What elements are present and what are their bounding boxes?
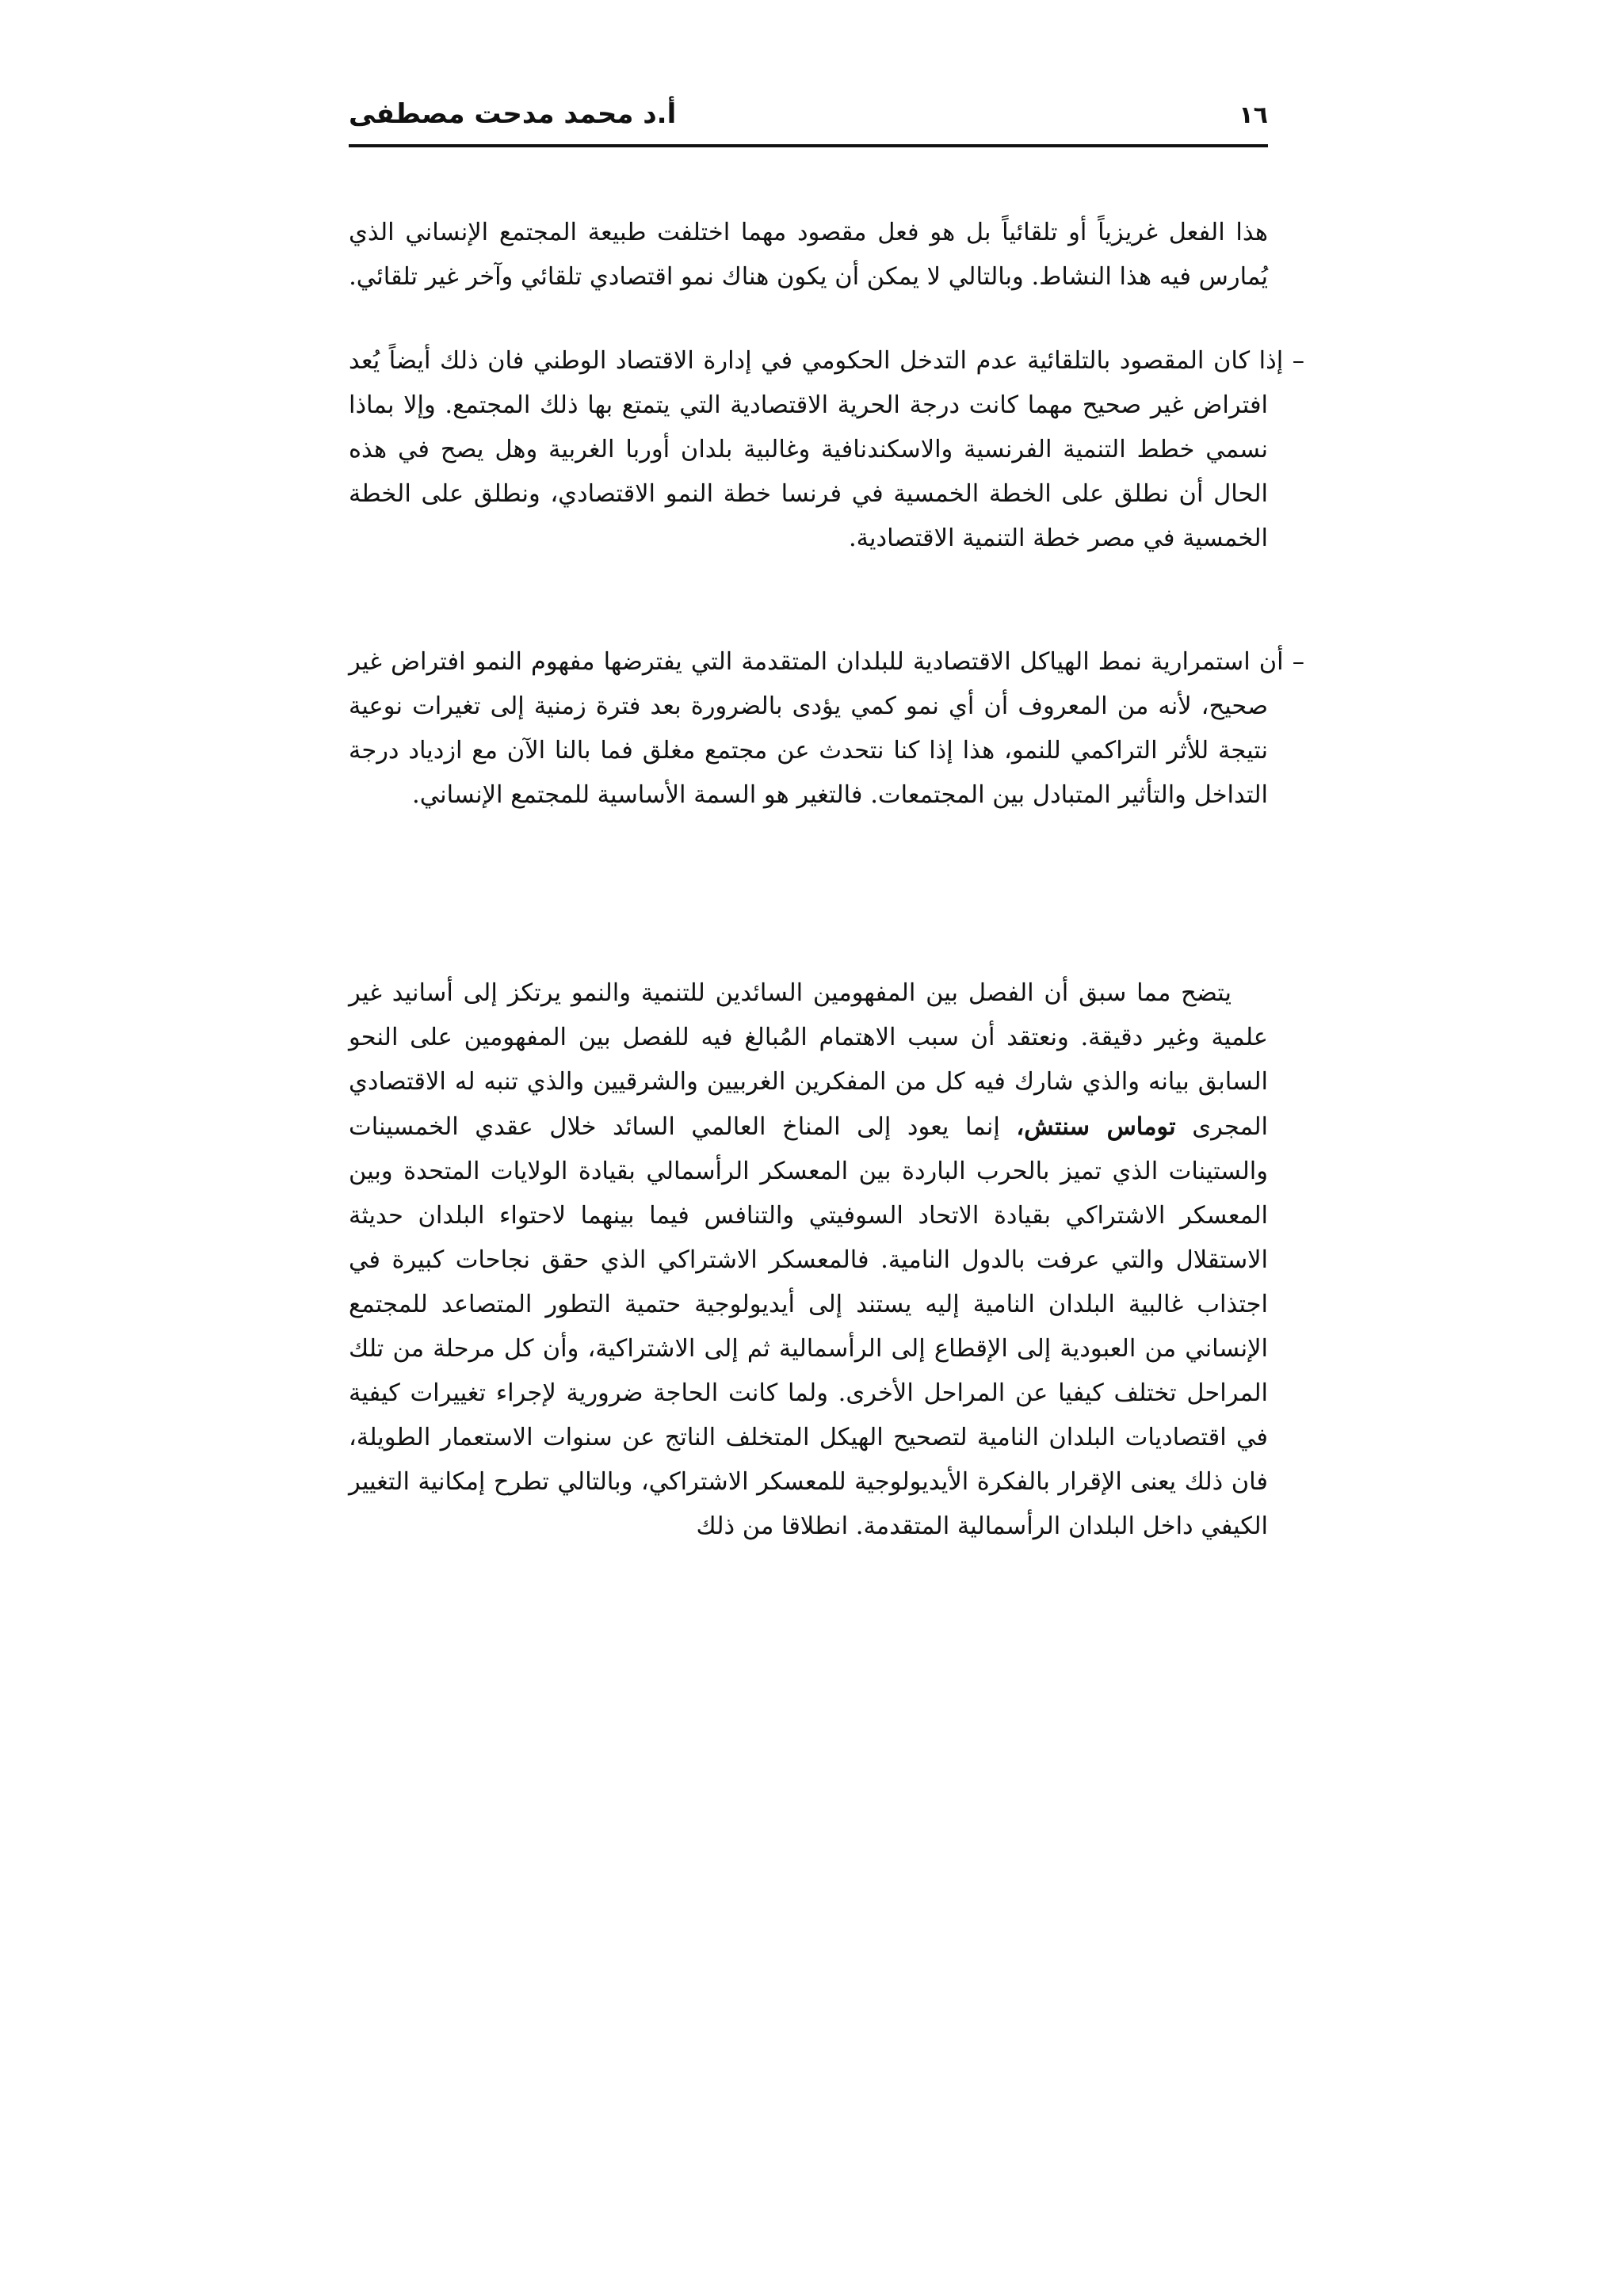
paragraph-conclusion-text-end: إنما يعود إلى المناخ العالمي السائد خلال عقدي الخمسينات والستينات الذي تميز بالحرب الباردة بين المعسكر الرأسمالي بقيادة الولايات المتحدة وبين المعسكر الاشتراكي بقيادة الاتحاد السوفيتي والتنافس فيما بينهما لاحتواء البلدان حديثة الاستقلال والتي عرفت بالدول النامية. فالمعسكر الاشتراكي الذي حقق نجاحات كبيرة في اجتذاب غالبية البلدان النامية إليه يستند إلى أيديولوجية حتمية التطور المتصاعد للمجتمع الإنساني من العبودية إلى الإقطاع إلى الرأسمالية ثم إلى الاشتراكية، وأن كل مرحلة من تلك المراحل تختلف كيفيا عن المراحل الأخرى. ولما كانت الحاجة ضرورية لإجراء تغييرات كيفية في اقتصاديات البلدان النامية لتصحيح الهيكل المتخلف الناتج عن سنوات الاستعمار الطويلة، فان ذلك يعنى الإقرار بالفكرة الأيديولوجية للمعسكر الاشتراكي، وبالتالي تطرح إمكانية التغيير الكيفي داخل البلدان الرأسمالية المتقدمة. انطلاقا من ذلك [349,1113,1268,1540]
paragraph-bullet-structural-continuity: – أن استمرارية نمط الهياكل الاقتصادية للبلدان المتقدمة التي يفترضها مفهوم النمو افتراض غير صحيح، لأنه من المعروف أن أي نمو كمي يؤدى بالضرورة بعد فترة زمنية إلى تغيرات نوعية نتيجة للأثر التراكمي للنمو، هذا إذا كنا نتحدث عن مجتمع مغلق فما بالنا الآن مع ازدياد درجة التداخل والتأثير المتبادل بين المجتمعات. فالتغير هو السمة الأساسية للمجتمع الإنساني. [349,648,1304,809]
economist-name: توماس سنتش، [1016,1112,1176,1141]
header-rule [349,144,1268,147]
paragraph-bullet-government-intervention: – إذا كان المقصود بالتلقائية عدم التدخل الحكومي في إدارة الاقتصاد الوطني فان ذلك أيضاً يُعد افتراض غير صحيح مهما كانت درجة الحرية الاقتصادية التي يتمتع بها ذلك المجتمع. وإلا بماذا نسمي خطط التنمية الفرنسية والاسكندنافية وغالبية بلدان أوربا الغربية وهل يصح في هذه الحال أن نطلق على الخطة الخمسية في فرنسا خطة النمو الاقتصادي، ونطلق على الخطة الخمسية في مصر خطة التنمية الاقتصادية. [349,347,1304,552]
paragraph-continuation: هذا الفعل غريزياً أو تلقائياً بل هو فعل مقصود مهما اختلفت طبيعة المجتمع الإنساني الذي يُمارس فيه هذا النشاط. وبالتالي لا يمكن أن يكون هناك نمو اقتصادي تلقائي وآخر غير تلقائي. [349,219,1268,291]
page-header [349,93,1268,143]
running-header-author: أ.د محمد مدحت مصطفى [349,98,677,130]
paragraph-conclusion-text-start: يتضح مما سبق أن الفصل بين المفهومين السائدين للتنمية والنمو يرتكز إلى أسانيد غير علمية وغير دقيقة. ونعتقد أن سبب الاهتمام المُبالغ فيه للفصل بين المفهومين على النحو السابق بيانه والذي شارك فيه كل من المفكرين الغربيين والشرقيين والذي تنبه له الاقتصادي المجرى [349,979,1269,1141]
paragraph-conclusion [349,971,1268,1549]
page-number: ١٦ [1239,101,1268,129]
